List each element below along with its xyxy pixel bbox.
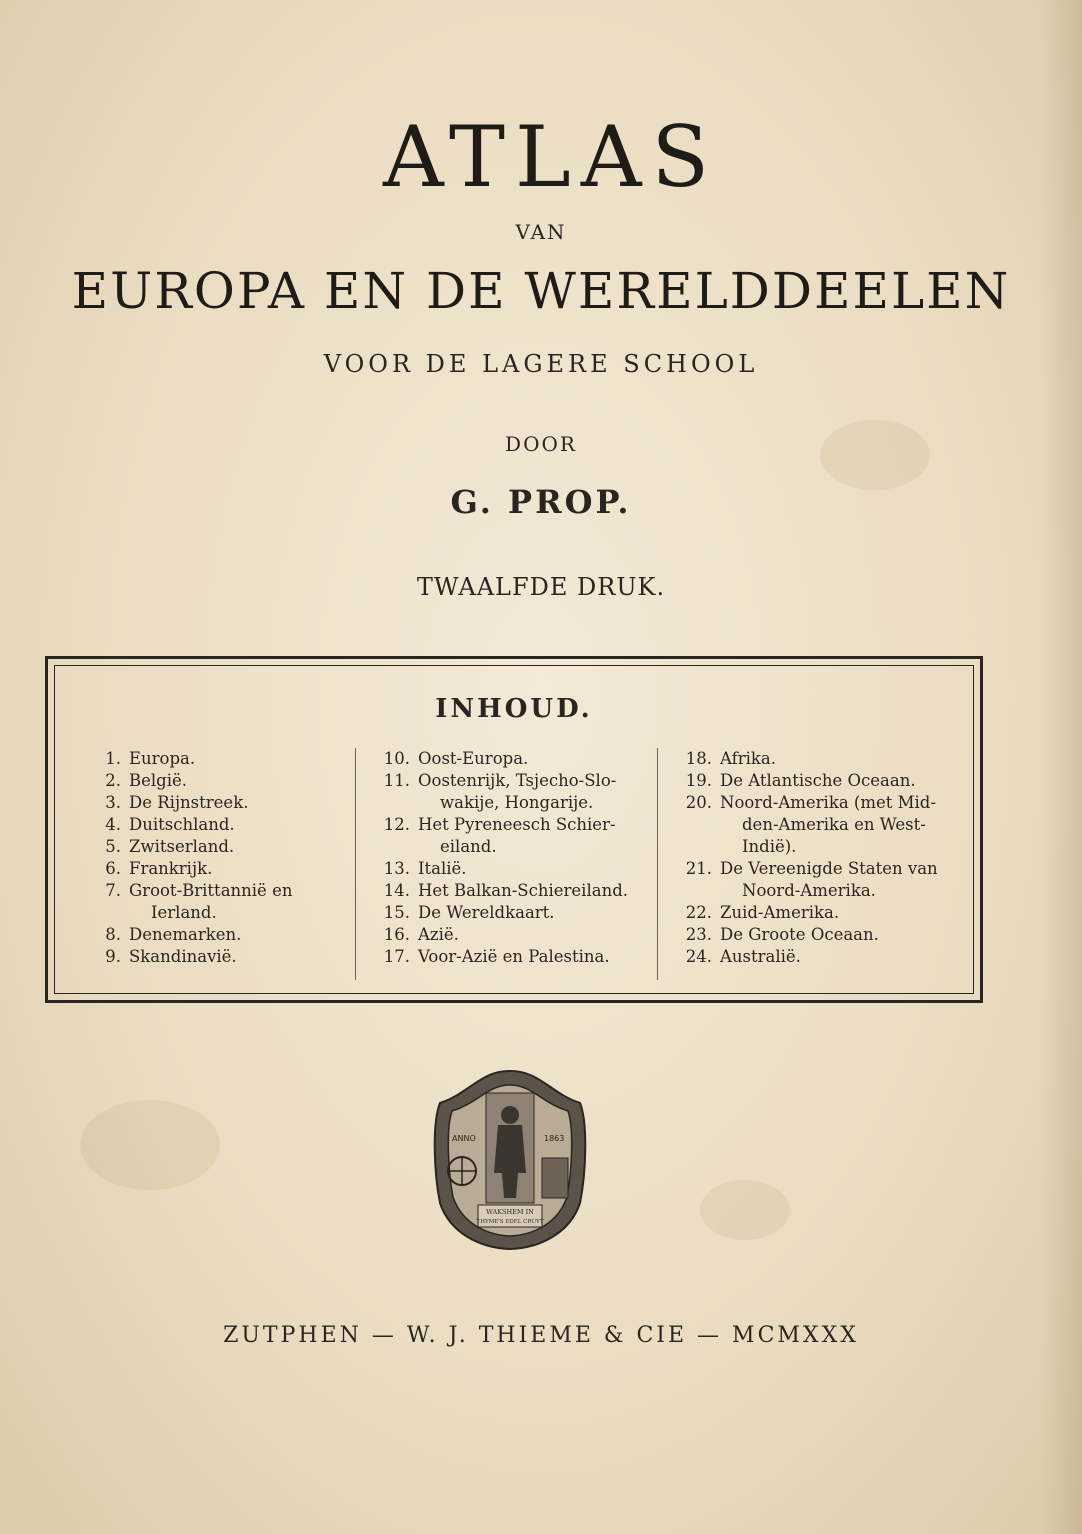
entry-title <box>720 770 954 792</box>
entry-line: Oostenrijk, Tsjecho-Slo- <box>418 771 617 790</box>
entry-line: Het Pyreneesch Schier- <box>418 815 616 834</box>
paper-stain <box>700 1180 790 1240</box>
contents-entry <box>658 946 954 968</box>
entry-title <box>720 748 954 770</box>
contents-column-2 <box>355 748 658 980</box>
entry-line: Azië. <box>418 925 459 944</box>
entry-line: Ierland. <box>151 903 217 922</box>
contents-entry <box>85 748 355 770</box>
contents-entry <box>658 792 954 858</box>
entry-title <box>418 946 658 968</box>
contents-entry <box>85 858 355 880</box>
entry-title <box>129 858 355 880</box>
contents-entry <box>658 924 954 946</box>
entry-number: 3. <box>105 793 121 812</box>
entry-line: Skandinavië. <box>129 947 237 966</box>
entry-title <box>720 924 954 946</box>
entry-number: 21. <box>685 859 712 878</box>
entry-line: De Wereldkaart. <box>418 903 555 922</box>
entry-number: 17. <box>383 947 410 966</box>
contents-entry <box>85 814 355 836</box>
entry-number: 7. <box>105 881 121 900</box>
contents-column-3 <box>657 748 954 980</box>
entry-line: Noord-Amerika. <box>742 881 876 900</box>
contents-entry <box>356 924 658 946</box>
entry-title <box>720 946 954 968</box>
contents-entry <box>85 836 355 858</box>
door-label: DOOR <box>505 432 577 456</box>
entry-title <box>129 946 355 968</box>
entry-line: Australië. <box>720 947 801 966</box>
contents-entry <box>356 748 658 770</box>
entry-line: De Atlantische Oceaan. <box>720 771 916 790</box>
entry-title <box>418 902 658 924</box>
contents-entry <box>85 946 355 968</box>
contents-entry <box>85 880 355 924</box>
entry-number: 16. <box>383 925 410 944</box>
entry-number: 2. <box>105 771 121 790</box>
entry-number: 18. <box>685 749 712 768</box>
entry-title <box>129 924 355 946</box>
entry-title <box>418 770 658 814</box>
entry-title <box>129 814 355 836</box>
entry-number: 11. <box>383 771 410 790</box>
entry-number: 5. <box>105 837 121 856</box>
entry-line: De Rijnstreek. <box>129 793 249 812</box>
entry-number: 13. <box>383 859 410 878</box>
emblem-motto-1: WAKSHEM IN <box>486 1208 534 1216</box>
entry-line: den-Amerika en West- <box>742 815 926 834</box>
entry-number: 15. <box>383 903 410 922</box>
contents-inner-frame <box>54 665 974 994</box>
entry-number: 1. <box>105 749 121 768</box>
entry-number: 10. <box>383 749 410 768</box>
entry-line: Noord-Amerika (met Mid- <box>720 793 936 812</box>
contents-entry <box>356 814 658 858</box>
contents-entry <box>85 770 355 792</box>
entry-line: De Groote Oceaan. <box>720 925 879 944</box>
contents-entry <box>85 924 355 946</box>
school-subtitle: VOOR DE LAGERE SCHOOL <box>323 350 759 378</box>
entry-line: De Vereenigde Staten van <box>720 859 938 878</box>
entry-title <box>129 770 355 792</box>
entry-line: Oost-Europa. <box>418 749 529 768</box>
entry-title <box>129 836 355 858</box>
entry-title <box>720 902 954 924</box>
author-name: G. PROP. <box>450 483 632 521</box>
edition-label: TWAALFDE DRUK. <box>416 573 666 601</box>
entry-line: België. <box>129 771 188 790</box>
entry-title <box>418 814 658 858</box>
entry-title <box>418 858 658 880</box>
publisher-imprint: ZUTPHEN — W. J. THIEME & CIE — MCMXXX <box>223 1323 859 1348</box>
entry-line: Het Balkan-Schiereiland. <box>418 881 628 900</box>
entry-line: Zuid-Amerika. <box>720 903 840 922</box>
contents-heading: INHOUD. <box>435 694 593 724</box>
atlas-subtitle: EUROPA EN DE WERELDDEELEN <box>71 262 1011 320</box>
entry-number: 8. <box>105 925 121 944</box>
paper-stain <box>80 1100 220 1190</box>
entry-line: Afrika. <box>720 749 776 768</box>
entry-title <box>720 792 954 858</box>
entry-line: wakije, Hongarije. <box>440 793 594 812</box>
contents-entry <box>85 792 355 814</box>
entry-title <box>129 748 355 770</box>
entry-line: Voor-Azië en Palestina. <box>418 947 610 966</box>
entry-number: 12. <box>383 815 410 834</box>
entry-number: 4. <box>105 815 121 834</box>
contents-entry <box>356 770 658 814</box>
contents-entry <box>356 946 658 968</box>
contents-column-1 <box>85 748 355 980</box>
emblem-motto-2: THYME'S EDEL CRUYT <box>476 1219 544 1225</box>
entry-line: Italië. <box>418 859 467 878</box>
entry-number: 19. <box>685 771 712 790</box>
entry-number: 22. <box>685 903 712 922</box>
entry-title <box>418 748 658 770</box>
entry-title <box>418 880 658 902</box>
entry-title <box>129 792 355 814</box>
entry-line: Europa. <box>129 749 196 768</box>
contents-entry <box>356 902 658 924</box>
entry-line: Zwitserland. <box>129 837 235 856</box>
contents-entry <box>658 858 954 902</box>
atlas-title: ATLAS <box>382 108 720 206</box>
entry-number: 20. <box>685 793 712 812</box>
contents-entry <box>658 748 954 770</box>
entry-number: 6. <box>105 859 121 878</box>
entry-number: 24. <box>685 947 712 966</box>
van-label: VAN <box>515 220 567 244</box>
emblem-year-text: 1863 <box>544 1134 565 1143</box>
entry-title <box>720 858 954 902</box>
emblem-anno-text: ANNO <box>452 1134 476 1143</box>
entry-line: eiland. <box>440 837 497 856</box>
entry-line: Frankrijk. <box>129 859 213 878</box>
contents-entry <box>356 858 658 880</box>
entry-line: Duitschland. <box>129 815 235 834</box>
entry-title <box>418 924 658 946</box>
entry-number: 23. <box>685 925 712 944</box>
entry-number: 14. <box>383 881 410 900</box>
entry-line: Denemarken. <box>129 925 242 944</box>
entry-line: Groot-Brittannië en <box>129 881 293 900</box>
contents-entry <box>658 902 954 924</box>
contents-entry <box>658 770 954 792</box>
entry-number: 9. <box>105 947 121 966</box>
publisher-emblem-icon <box>430 1063 590 1253</box>
contents-entry <box>356 880 658 902</box>
entry-title <box>129 880 355 924</box>
entry-line: Indië). <box>742 837 797 856</box>
contents-box <box>45 656 983 1003</box>
